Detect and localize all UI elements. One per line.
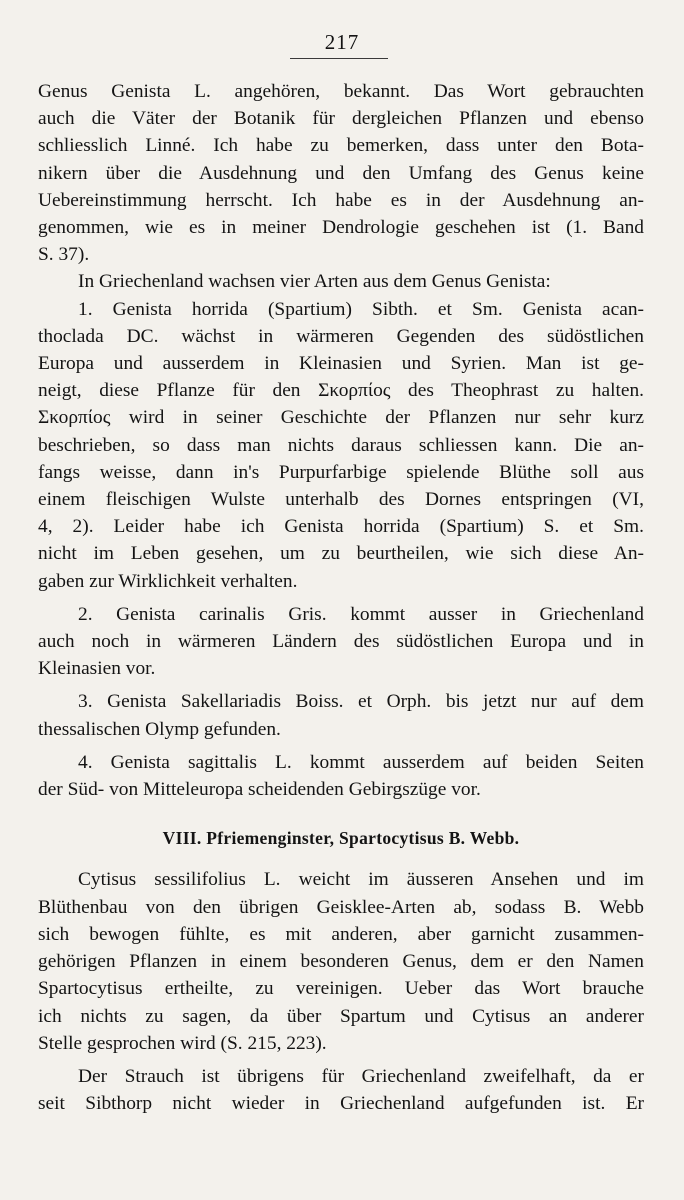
text-line: gehörigen Pflanzen in einem besonderen Genus, dem er den Namen bbox=[38, 951, 644, 973]
text-line: einem fleischigen Wulste unterhalb des Dornes entspringen (VI, bbox=[38, 489, 644, 511]
text-line: schliesslich Linné. Ich habe zu bemerken, dass unter den Bota- bbox=[38, 135, 644, 157]
text-line: Cytisus sessilifolius L. weicht im äusseren Ansehen und im bbox=[78, 869, 644, 891]
list-item-genista-sagittalis bbox=[38, 749, 644, 803]
text-line: nikern über die Ausdehnung und den Umfang des Genus keine bbox=[38, 162, 644, 184]
text-line: nicht im Leben gesehen, um zu beurtheilen, wie sich diese An- bbox=[38, 543, 644, 565]
text-line: auch die Väter der Botanik für dergleichen Pflanzen und ebenso bbox=[38, 108, 644, 130]
text-line: seit Sibthorp nicht wieder in Griechenland aufgefunden ist. Er bbox=[38, 1093, 644, 1115]
text-line: Σκορπίος wird in seiner Geschichte der Pflanzen nur sehr kurz bbox=[38, 407, 644, 429]
text-line: beschrieben, so dass man nichts daraus schliessen kann. Die an- bbox=[38, 434, 644, 456]
text-line: 1. Genista horrida (Spartium) Sibth. et Sm. Genista acan- bbox=[78, 298, 644, 320]
text-line: fangs weisse, dann in's Purpurfarbige spielende Blüthe soll aus bbox=[38, 461, 644, 483]
list-item-genista-sakellariadis bbox=[38, 688, 644, 742]
text-line: 4, 2). Leider habe ich Genista horrida (Spartium) S. et Sm. bbox=[38, 516, 644, 538]
text-line: 2. Genista carinalis Gris. kommt ausser in Griechenland bbox=[78, 603, 644, 625]
text-line: 4. Genista sagittalis L. kommt ausserdem auf beiden Seiten bbox=[78, 751, 644, 773]
list-item-genista-carinalis bbox=[38, 601, 644, 683]
text-line: Europa und ausserdem in Kleinasien und Syrien. Man ist ge- bbox=[38, 353, 644, 375]
text-line: Kleinasien vor. bbox=[38, 658, 156, 680]
text-line: thoclada DC. wächst in wärmeren Gegenden des südöstlichen bbox=[38, 325, 644, 347]
text-line: genommen, wie es in meiner Dendrologie geschehen ist (1. Band bbox=[38, 217, 644, 239]
body-text bbox=[38, 78, 644, 1117]
text-line: Genus Genista L. angehören, bekannt. Das Wort gebrauchten bbox=[38, 81, 644, 102]
text-line: der Süd- von Mitteleuropa scheidenden Gebirgszüge vor. bbox=[38, 779, 481, 801]
text-line: gaben zur Wirklichkeit verhalten. bbox=[38, 570, 298, 592]
text-line: Spartocytisus ertheilte, zu vereinigen. Ueber das Wort brauche bbox=[38, 978, 644, 1000]
text-line: neigt, diese Pflanze für den Σκορπίος des Theophrast zu halten. bbox=[38, 380, 644, 402]
text-line: sich bewogen fühlte, es mit anderen, aber garnicht zusammen- bbox=[38, 923, 644, 945]
intro-line: In Griechenland wachsen vier Arten aus dem Genus Genista: bbox=[78, 271, 551, 293]
text-line: auch noch in wärmeren Ländern des südöstlichen Europa und in bbox=[38, 631, 644, 653]
text-line: Uebereinstimmung herrscht. Ich habe es in der Ausdehnung an- bbox=[38, 189, 644, 211]
list-item-genista-horrida bbox=[38, 296, 644, 595]
paragraph-genus-genista bbox=[38, 78, 644, 268]
text-line: Der Strauch ist übrigens für Griechenland zweifelhaft, da er bbox=[78, 1065, 644, 1087]
text-line: 3. Genista Sakellariadis Boiss. et Orph. bis jetzt nur auf dem bbox=[78, 691, 644, 713]
paragraph-cytisus-sessilifolius bbox=[38, 866, 644, 1056]
text-line: Blüthenbau von den übrigen Geisklee-Arten ab, sodass B. Webb bbox=[38, 896, 644, 918]
text-line: thessalischen Olymp gefunden. bbox=[38, 718, 281, 740]
section-heading: VIII. Pfriemenginster, Spartocytisus B. Webb. bbox=[162, 828, 520, 849]
text-line: Stelle gesprochen wird (S. 215, 223). bbox=[38, 1032, 327, 1054]
header-rule bbox=[290, 58, 388, 59]
text-line: ich nichts zu sagen, da über Spartum und Cytisus an anderer bbox=[38, 1005, 644, 1027]
page-number: 217 bbox=[324, 30, 360, 54]
paragraph-strauch bbox=[38, 1063, 644, 1117]
text-line: S. 37). bbox=[38, 244, 90, 266]
